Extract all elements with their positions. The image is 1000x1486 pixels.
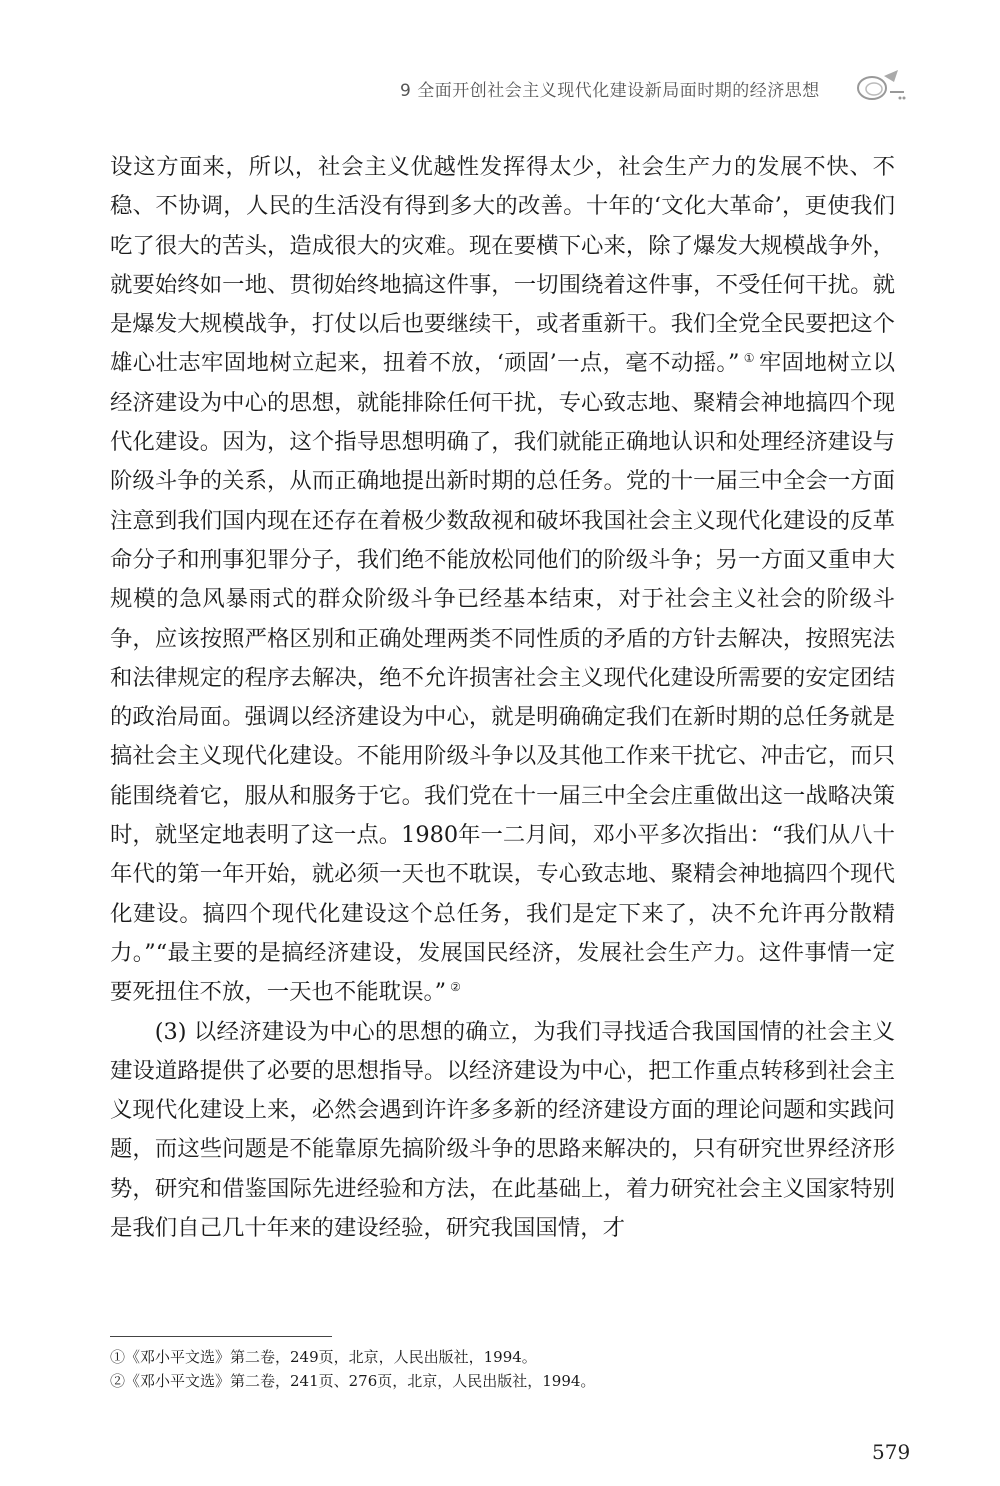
running-head — [392, 66, 912, 106]
body-text — [110, 148, 895, 1248]
footnote: ②《邓小平文选》第二卷，241页、276页，北京，人民出版社，1994。 — [110, 1372, 596, 1390]
footnote: ①《邓小平文选》第二卷，249页，北京，人民出版社，1994。 — [110, 1348, 537, 1366]
paragraph — [110, 148, 895, 1013]
page-number: 579 — [872, 1440, 911, 1464]
paragraph: (3) 以经济建设为中心的思想的确立，为我们寻找适合我国国情的社会主义建设道路提供了必要的思想指导。以经济建设为中心，把工作重点转移到社会主义现代化建设上来，必然会遇到许许多多新的经济建设方面的理论问题和实践问题，而这些问题是不能靠原先搞阶级斗争的思路来解决的，只有研究世界经济形势，研究和借鉴国际先进经验和方法，在此基础上，着力研究社会主义国家特别是我们自己几十年来的建设经验，研究我国国情，才 — [110, 1018, 895, 1242]
footnote-ref[interactable]: ② — [450, 980, 461, 995]
chapter-ornament-icon — [854, 68, 908, 102]
running-title: 9 全面开创社会主义现代化建设新局面时期的经济思想 — [400, 81, 820, 101]
paragraph-text: 牢固地树立以经济建设为中心的思想，就能排除任何干扰，专心致志地、聚精会神地搞四个现代化建设。因为，这个指导思想明确了，我们就能正确地认识和处理经济建设与阶级斗争的关系，从而正确地提出新时期的总任务。党的十一届三中全会一方面注意到我们国内现在还存在着极少数敌视和破坏我国社会主义现代化建设的反革命分子和刑事犯罪分子，我们绝不能放松同他们的阶级斗争；另一方面又重申大规模的急风暴雨式的群众阶级斗争已经基本结束，对于社会主义社会的阶级斗争，应该按照严格区别和正确处理两类不同性质的矛盾的方针去解决，按照宪法和法律规定的程序去解决，绝不允许损害社会主义现代化建设所需要的安定团结的政治局面。强调以经济建设为中心，就是明确确定我们在新时期的总任务就是搞社会主义现代化建设。不能用阶级斗争以及其他工作来干扰它、冲击它，而只能围绕着它，服从和服务于它。我们党在十一届三中全会庄重做出这一战略决策时，就坚定地表明了这一点。1980年一二月间，邓小平多次指出：“我们从八十年代的第一年开始，就必须一天也不耽误，专心致志地、聚精会神地搞四个现代化建设。搞四个现代化建设这个总任务，我们是定下来了，决不允许再分散精力。”“最主要的是搞经济建设，发展国民经济，发展社会生产力。这件事情一定要死扭住不放，一天也不能耽误。” — [110, 350, 896, 1006]
paragraph-text: 设这方面来，所以，社会主义优越性发挥得太少，社会生产力的发展不快、不稳、不协调，人民的生活没有得到多大的改善。十年的‘文化大革命’，更使我们吃了很大的苦头，造成很大的灾难。现在要横下心来，除了爆发大规模战争外，就要始终如一地、贯彻始终地搞这件事，一切围绕着这件事，不受任何干扰。就是爆发大规模战争，打仗以后也要继续干，或者重新干。我们全党全民要把这个雄心壮志牢固地树立起来，扭着不放，‘顽固’一点，毫不动摇。” — [110, 154, 895, 377]
footnotes — [110, 1345, 895, 1393]
footnote-divider — [110, 1336, 332, 1337]
footnote-ref[interactable]: ① — [743, 351, 755, 366]
